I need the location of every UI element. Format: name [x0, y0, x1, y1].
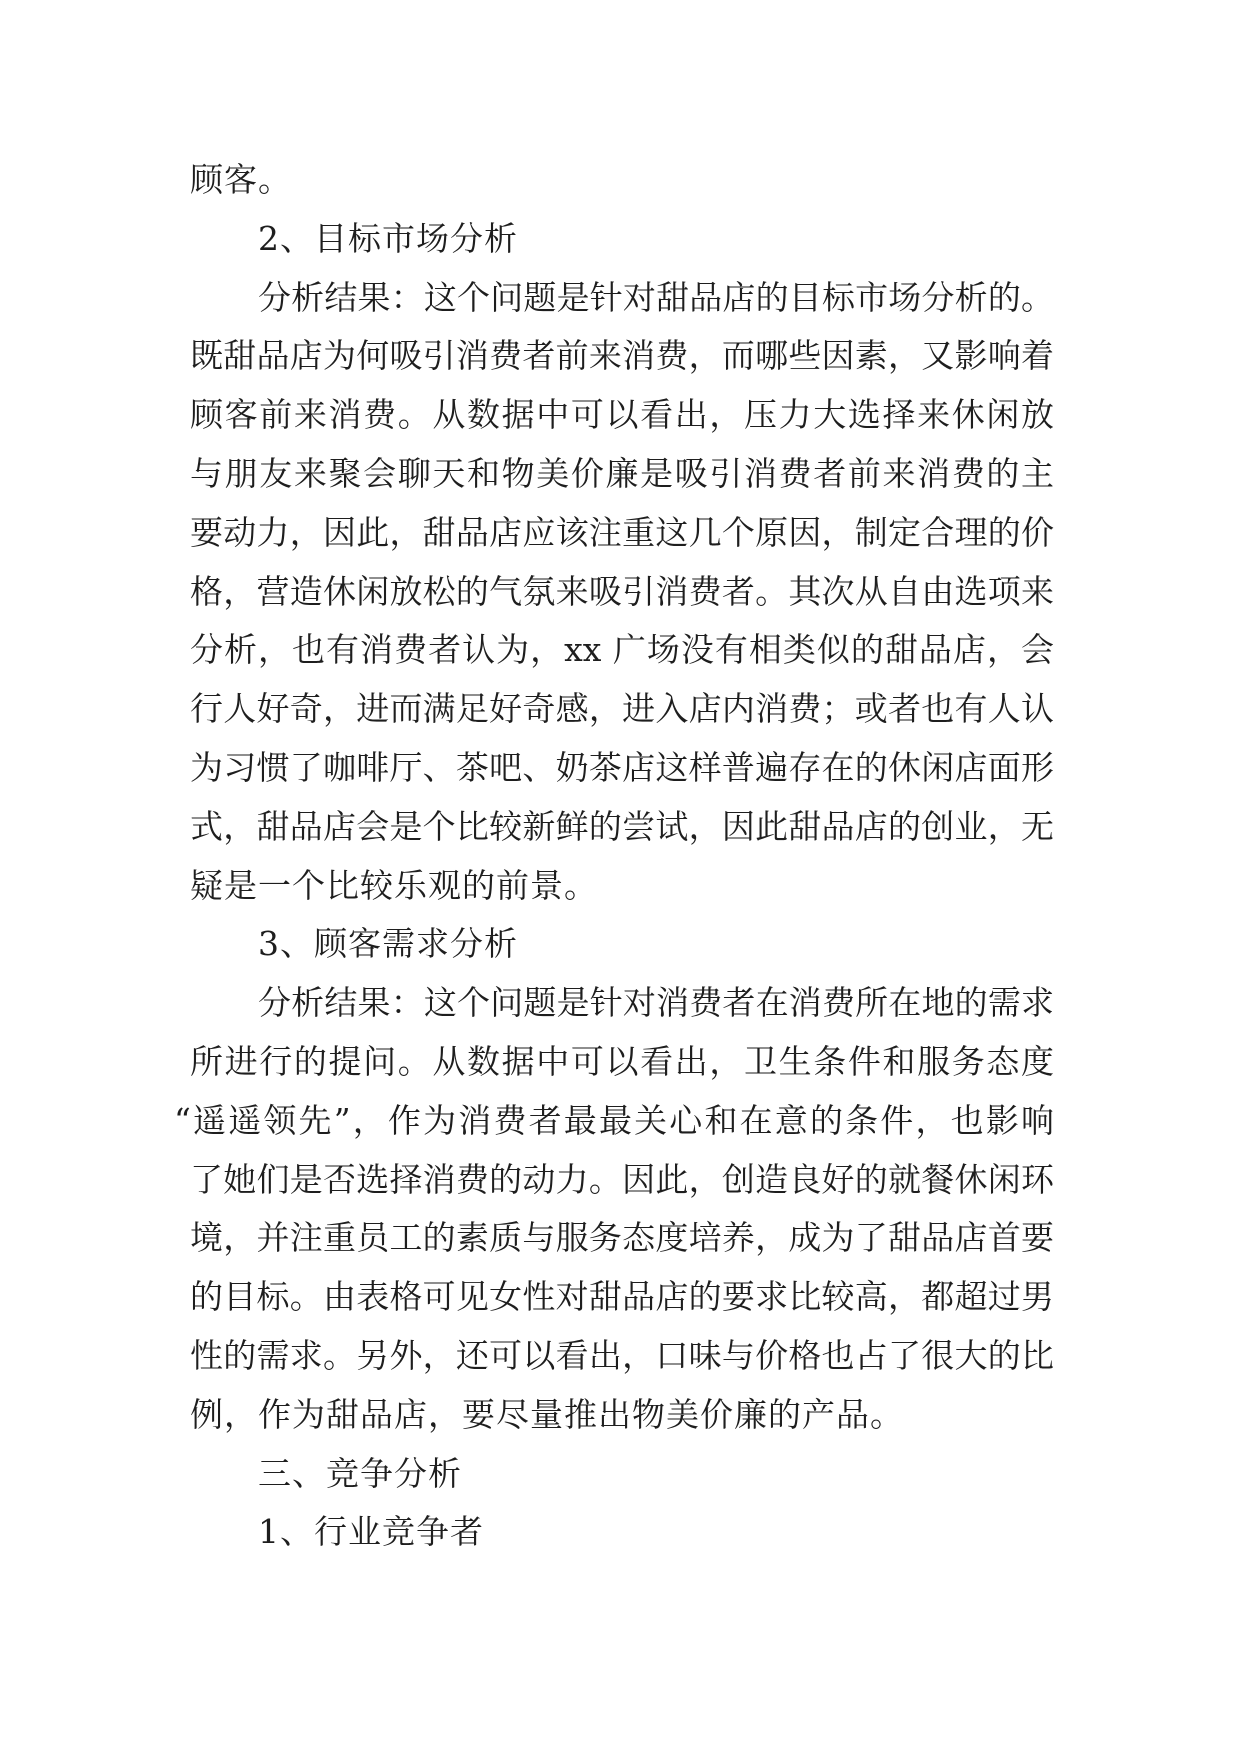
- text-line: 顾客。: [190, 160, 292, 199]
- text-line: 要动力，因此，甜品店应该注重这几个原因，制定合理的价: [190, 512, 1054, 552]
- text-line: 既甜品店为何吸引消费者前来消费，而哪些因素，又影响着: [190, 336, 1054, 376]
- text-line: 式，甜品店会是个比较新鲜的尝试，因此甜品店的创业，无: [190, 806, 1054, 846]
- text-line: 顾客前来消费。从数据中可以看出，压力大选择来休闲放: [190, 395, 1054, 435]
- text-line: 性的需求。另外，还可以看出，口味与价格也占了很大的比: [190, 1335, 1054, 1375]
- text-line: “遥遥领先”，作为消费者最最关心和在意的条件，也影响: [174, 1100, 1054, 1140]
- text-line: 所进行的提问。从数据中可以看出，卫生条件和服务态度: [190, 1041, 1054, 1081]
- document-body: [174, 151, 1054, 1562]
- text-line: 分析，也有消费者认为，xx 广场没有相类似的甜品店，会: [190, 630, 1054, 670]
- text-line: 行人好奇，进而满足好奇感，进入店内消费；或者也有人认: [190, 689, 1054, 729]
- text-line: 分析结果：这个问题是针对甜品店的目标市场分析的。: [258, 277, 1054, 317]
- section-heading: 3、顾客需求分析: [258, 924, 518, 964]
- text-line: 为习惯了咖啡厅、茶吧、奶茶店这样普遍存在的休闲店面形: [190, 747, 1054, 787]
- text-line: 格，营造休闲放松的气氛来吸引消费者。其次从自由选项来: [190, 571, 1054, 611]
- text-line: 疑是一个比较乐观的前景。: [190, 865, 598, 905]
- text-line: 了她们是否选择消费的动力。因此，创造良好的就餐休闲环: [190, 1159, 1054, 1199]
- section-heading: 1、行业竞争者: [258, 1512, 484, 1552]
- text-line: 例，作为甜品店，要尽量推出物美价廉的产品。: [190, 1394, 904, 1434]
- part-heading: 三、竞争分析: [258, 1453, 462, 1493]
- text-line: 境，并注重员工的素质与服务态度培养，成为了甜品店首要: [190, 1218, 1054, 1258]
- text-line: 的目标。由表格可见女性对甜品店的要求比较高，都超过男: [190, 1277, 1054, 1317]
- section-heading: 2、目标市场分析: [258, 218, 518, 258]
- text-line: 与朋友来聚会聊天和物美价廉是吸引消费者前来消费的主: [190, 453, 1054, 493]
- text-line: 分析结果：这个问题是针对消费者在消费所在地的需求: [258, 983, 1054, 1023]
